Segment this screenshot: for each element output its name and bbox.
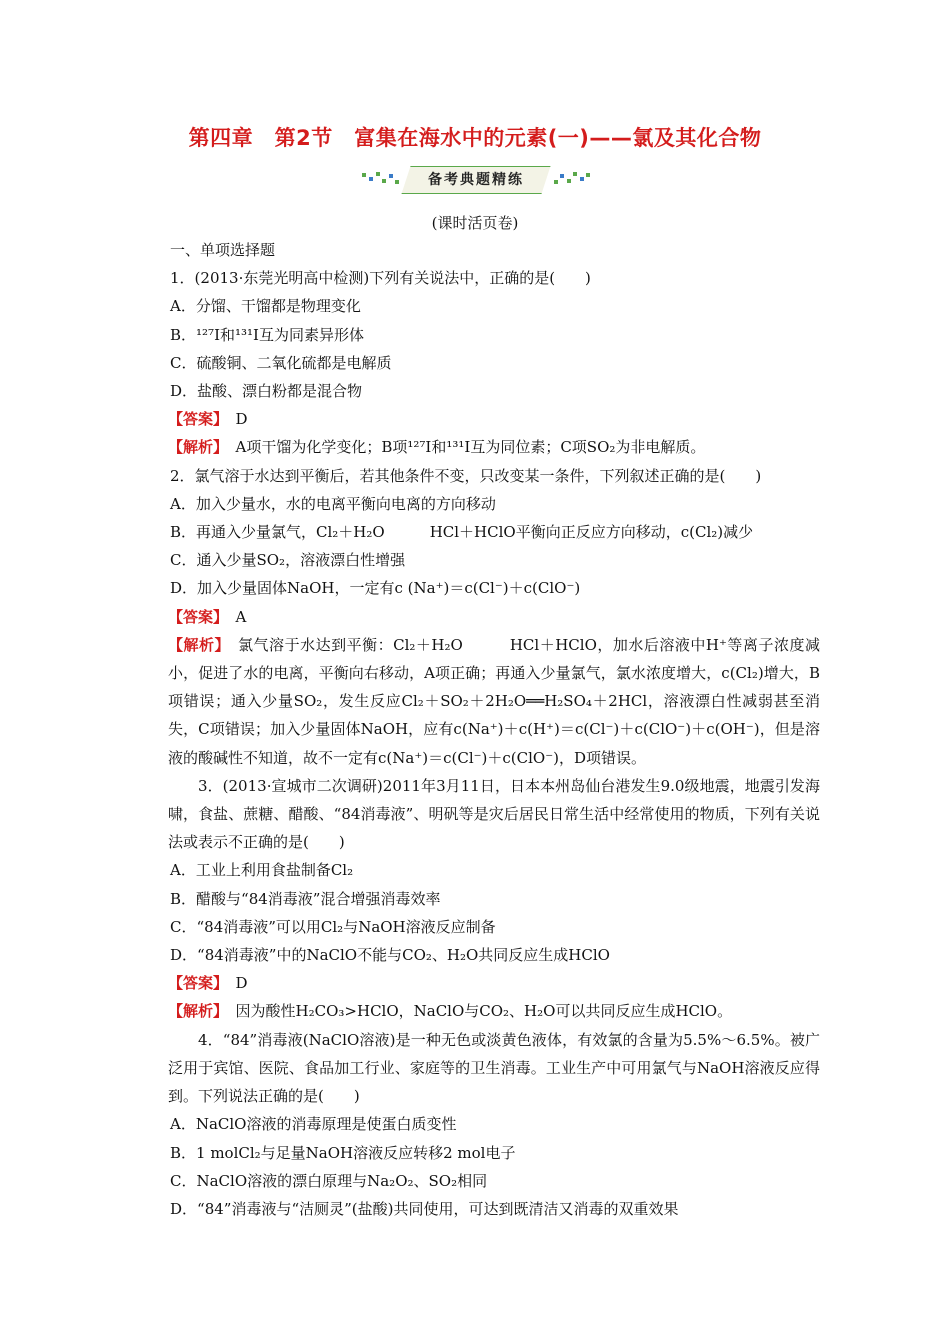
answer-3: 【答案】 D (168, 974, 248, 993)
subtitle: (课时活页卷) (431, 214, 519, 232)
question-3: 3．(2013·宣城市二次调研)2011年3月11日，日本本州岛仙台港发生9.0级地震，地震引发海啸，食盐、蔗糖、醋酸、“84消毒液”、明矾等是灾后居民日常生活中经常使用的物质，下列有关说法或表示不正确的是( ) (168, 776, 820, 852)
analysis-2: 【解析】 氯气溶于水达到平衡：Cl₂＋H₂O HCl＋HClO，加水后溶液中H⁺等离子浓度减小，促进了水的电离，平衡向右移动，A项正确；再通入少量氯气，氯水浓度增大，c(Cl₂)增大，B项错误；通入少量SO₂，发生反应Cl₂＋SO₂＋2H₂O══H₂SO₄＋2HCl，溶液漂白性减弱甚至消失，C项错误；加入少量固体NaOH，应有c(Na⁺)＋c(H⁺)＝c(Cl⁻)＋c(ClO⁻)＋c(OH⁻)，但是溶液的酸碱性不知道，故不一定有c(Na⁺)＝c(Cl⁻)＋c(ClO⁻)，D项错误。 (168, 635, 820, 767)
section-banner (360, 166, 592, 192)
decor-dots-right (552, 171, 592, 187)
analysis-3: 【解析】 因为酸性H₂CO₃>HClO，NaClO与CO₂、H₂O可以共同反应生成HClO。 (168, 1002, 733, 1021)
answer-1: 【答案】 D (168, 410, 248, 429)
section-heading: 一、单项选择题 (170, 241, 276, 259)
q1-option-a: A．分馏、干馏都是物理变化 (170, 297, 361, 316)
chapter-title: 第四章 第2节 富集在海水中的元素(一)——氯及其化合物 (188, 126, 762, 150)
q2-option-d: D．加入少量固体NaOH，一定有c (Na⁺)＝c(Cl⁻)＋c(ClO⁻) (170, 579, 581, 598)
answer-label: 【答案】 (168, 974, 221, 993)
analysis-label: 【解析】 (168, 635, 223, 654)
q2-option-b: B．再通入少量氯气，Cl₂＋H₂O HCl＋HClO平衡向正反应方向移动，c(Cl₂)减少 (170, 523, 754, 542)
q4-option-d: D．“84”消毒液与“洁厕灵”(盐酸)共同使用，可达到既清洁又消毒的双重效果 (170, 1199, 679, 1218)
analysis-label: 【解析】 (168, 1002, 221, 1021)
answer-label: 【答案】 (168, 410, 221, 429)
q4-option-a: A．NaClO溶液的消毒原理是使蛋白质变性 (170, 1115, 457, 1134)
q2-option-c: C．通入少量SO₂，溶液漂白性增强 (170, 551, 406, 570)
analysis-1: 【解析】 A项干馏为化学变化；B项¹²⁷I和¹³¹I互为同位素；C项SO₂为非电解质。 (168, 438, 706, 457)
answer-label: 【答案】 (168, 607, 221, 626)
q3-option-c: C．“84消毒液”可以用Cl₂与NaOH溶液反应制备 (170, 917, 496, 936)
banner-text: 备考典题精练 (428, 172, 524, 188)
q3-option-a: A．工业上利用食盐制备Cl₂ (170, 861, 354, 880)
q4-option-c: C．NaClO溶液的漂白原理与Na₂O₂、SO₂相同 (170, 1171, 488, 1190)
decor-dots-left (360, 171, 400, 187)
q3-option-b: B．醋酸与“84消毒液”混合增强消毒效率 (170, 889, 441, 908)
q1-option-c: C．硫酸铜、二氧化硫都是电解质 (170, 353, 392, 372)
question-2: 2．氯气溶于水达到平衡后，若其他条件不变，只改变某一条件，下列叙述正确的是( ) (170, 466, 762, 485)
q2-option-a: A．加入少量水，水的电离平衡向电离的方向移动 (170, 494, 496, 513)
answer-2: 【答案】 A (168, 607, 247, 626)
question-4: 4．“84”消毒液(NaClO溶液)是一种无色或淡黄色液体，有效氯的含量为5.5%～6.5%。被广泛用于宾馆、医院、食品加工行业、家庭等的卫生消毒。工业生产中可用氯气与NaOH溶液反应得到。下列说法正确的是( ) (168, 1030, 820, 1106)
q1-option-b: B．¹²⁷I和¹³¹I互为同素异形体 (170, 325, 364, 344)
question-list (168, 236, 820, 1223)
analysis-label: 【解析】 (168, 438, 221, 457)
question-1: 1．(2013·东莞光明高中检测)下列有关说法中，正确的是( ) (170, 269, 591, 288)
q4-option-b: B．1 molCl₂与足量NaOH溶液反应转移2 mol电子 (170, 1143, 516, 1162)
q1-option-d: D．盐酸、漂白粉都是混合物 (170, 382, 363, 401)
q3-option-d: D．“84消毒液”中的NaClO不能与CO₂、H₂O共同反应生成HClO (170, 946, 610, 965)
